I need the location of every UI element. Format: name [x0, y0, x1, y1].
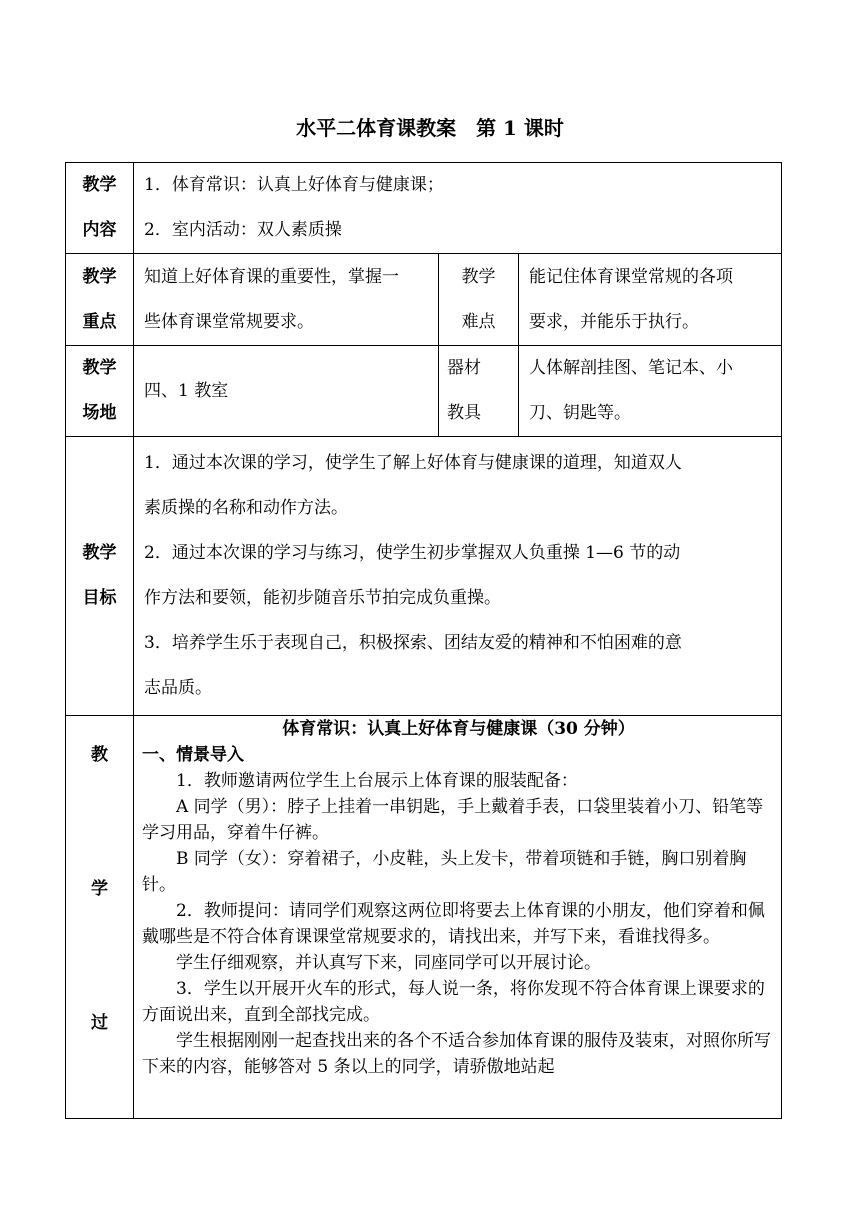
row-goals [66, 437, 782, 716]
process-paragraph: B 同学（女）：穿着裙子，小皮鞋，头上发卡，带着项链和手链，胸口别着胸针。 [142, 849, 747, 895]
process-paragraph: 学生仔细观察，并认真写下来，同座同学可以开展讨论。 [176, 953, 601, 973]
equipment-text: 人体解剖挂图、笔记本、小 刀、钥匙等。 [519, 346, 782, 437]
process-text [134, 716, 782, 1119]
goal-line: 素质操的名称和动作方法。 [144, 498, 348, 518]
process-paragraph: A 同学（男）：脖子上挂着一串钥匙，手上戴着手表，口袋里装着小刀、铅笔等学习用品，穿着牛仔裤。 [142, 797, 764, 843]
process-paragraph: 学生根据刚刚一起查找出来的各个不适合参加体育课的服侍及装束，对照你所写下来的内容，能够答对 5 条以上的同学，请骄傲地站起 [142, 1031, 771, 1077]
equipment-label: 器材 教具 [439, 346, 519, 437]
content-line: 1．体育常识：认真上好体育与健康课； [144, 175, 444, 195]
goals-label: 教学 目标 [66, 437, 134, 716]
page-title: 水平二体育课教案 第 1 课时 [296, 116, 564, 140]
content-label: 教学 内容 [66, 163, 134, 254]
goal-line: 1．通过本次课的学习，使学生了解上好体育与健康课的道理，知道双人 [144, 453, 682, 473]
row-focus [66, 254, 782, 346]
goals-text [134, 437, 782, 716]
content-line: 2．室内活动：双人素质操 [144, 220, 342, 240]
process-paragraph: 2．教师提问：请同学们观察这两位即将要去上体育课的小朋友，他们穿着和佩戴哪些是不符合体育课课堂常规要求的，请找出来，并写下来，看谁找得多。 [142, 901, 765, 947]
difficulty-text: 能记住体育课堂常规的各项 要求，并能乐于执行。 [519, 254, 782, 346]
venue-label: 教学 场地 [66, 346, 134, 437]
process-label: 教 学 过 [66, 716, 134, 1119]
venue-text: 四、1 教室 [134, 346, 439, 437]
process-paragraph: 1．教师邀请两位学生上台展示上体育课的服装配备： [176, 771, 578, 791]
process-paragraph: 3．学生以开展开火车的形式，每人说一条，将你发现不符合体育课上课要求的方面说出来，直到全部找完成。 [142, 979, 765, 1025]
goal-line: 志品质。 [144, 678, 212, 698]
lesson-plan-table [65, 162, 782, 1119]
goal-line: 3．培养学生乐于表现自己，积极探索、团结友爱的精神和不怕困难的意 [144, 633, 682, 653]
row-process [66, 716, 782, 1119]
row-content [66, 163, 782, 254]
goal-line: 作方法和要领，能初步随音乐节拍完成负重操。 [144, 588, 501, 608]
subsection-title: 一、情景导入 [142, 745, 244, 765]
goal-line: 2．通过本次课的学习与练习，使学生初步掌握双人负重操 1—6 节的动 [144, 543, 681, 563]
difficulty-label: 教学 难点 [439, 254, 519, 346]
row-venue [66, 346, 782, 437]
focus-label: 教学 重点 [66, 254, 134, 346]
focus-text: 知道上好体育课的重要性，掌握一 些体育课堂常规要求。 [134, 254, 439, 346]
content-text [134, 163, 782, 254]
section-title: 体育常识：认真上好体育与健康课（30 分钟） [282, 719, 635, 739]
